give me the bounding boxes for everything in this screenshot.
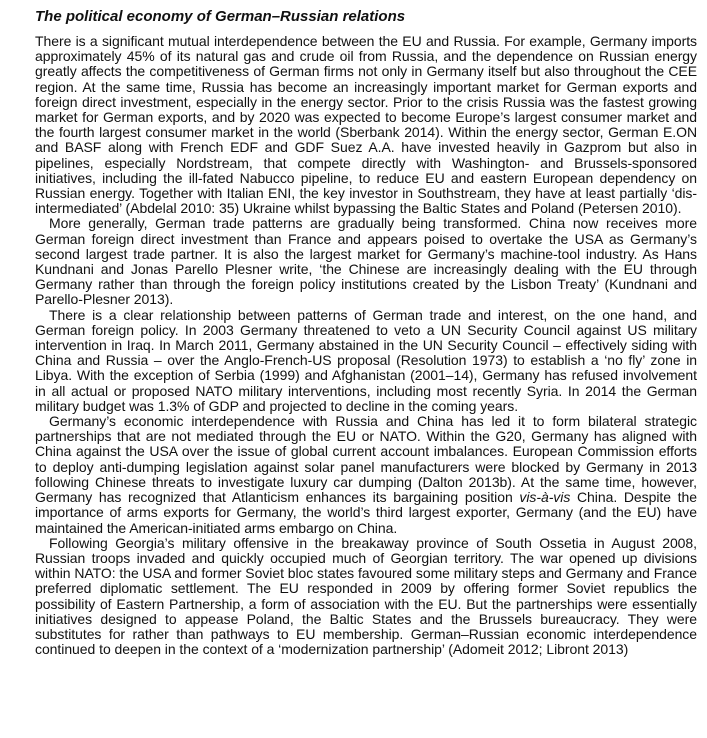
paragraph-4-text-after: China. Despite the importance of arms exports for Germany, the world’s third largest exporter, Germany (and the EU) have maintained the American-initiated arms embargo on China. [35,489,697,536]
section-heading: The political economy of German–Russian relations [35,8,406,25]
paragraph-2: More generally, German trade patterns are gradually being transformed. China now receives more German foreign direct investment than France and appears poised to overtake the USA as Germany’s second largest trade partner. It is also the largest market for Germany’s machine-tool industry. As Hans Kundnani and Jonas Parello Plesner write, ‘the Chinese are increasingly dealing with the EU through Germany rather than through the foreign policy institutions created by the Lisbon Treaty’ (Kundnani and Parello-Plesner 2013). [35,215,697,308]
paragraph-4 [35,414,697,536]
paragraph-3: There is a clear relationship between patterns of German trade and interest, on the one hand, and German foreign policy. In 2003 Germany threatened to veto a UN Security Council against US military intervention in Iraq. In March 2011, Germany abstained in the UN Security Council – effectively siding with China and Russia – over the Anglo-French-US proposal (Resolution 1973) to establish a ‘no fly’ zone in Libya. With the exception of Serbia (1999) and Afghanistan (2001–14), Germany has refused involvement in all actual or proposed NATO military interventions, including most recently Syria. In 2014 the German military budget was 1.3% of GDP and projected to decline in the coming years. [35,306,697,414]
paragraph-4-text-before: Germany’s economic interdependence with Russia and China has led it to form bilateral strategic partnerships that are not mediated through the EU or NATO. Within the G20, Germany has aligned with China against the USA over the issue of global current account imbalances. European Commission efforts to deploy anti-dumping legislation against solar panel manufacturers were blocked by Germany in 2013 following Chinese threats to investigate luxury car dumping (Dalton 2013b). At the same time, however, Germany has recognized that Atlanticism enhances its bargaining position [35,413,697,506]
paragraph-1: There is a significant mutual interdependence between the EU and Russia. For example, Germany imports approximately 45% of its natural gas and crude oil from Russia, and the dependence on Russian energy greatly affects the competitiveness of German firms not only in Germany itself but also throughout the CEE region. At the same time, Russia has become an increasingly important market for German exports and foreign direct investment, especially in the energy sector. Prior to the crisis Russia was the fastest growing market for German exports, and by 2020 was expected to become Europe’s largest consumer market and the fourth largest consumer market in the world (Sberbank 2014). Within the energy sector, German E.ON and BASF along with French EDF and GDF Suez A.A. have invested heavily in Gazprom but also in pipelines, especially Nordstream, that compete directly with Washington- and Brussels-sponsored initiatives, including the ill-fated Nabucco pipeline, to reduce EU and eastern European dependency on Russian energy. Together with Italian ENI, the key investor in Southstream, they have at least partially ‘dis-intermediated’ (Abdelal 2010: 35) Ukraine whilst bypassing the Baltic States and Poland (Petersen 2010). [35,33,697,217]
paragraph-5: Following Georgia’s military offensive in the breakaway province of South Ossetia in August 2008, Russian troops invaded and quickly occupied much of Georgian territory. The war opened up divisions within NATO: the USA and former Soviet bloc states favoured some military steps and Germany and France preferred diplomatic settlement. The EU responded in 2009 by offering former Soviet republics the possibility of Eastern Partnership, a form of association with the EU. But the partnerships were essentially initiatives designed to appease Poland, the Baltic States and the Brussels bureaucracy. They were substitutes for rather than pathways to EU membership. German–Russian economic interdependence continued to deepen in the context of a ‘modernization partnership’ (Adomeit 2012; Libront 2013) [35,534,698,658]
paragraph-4-emphasis: vis-à-vis [519,489,571,506]
